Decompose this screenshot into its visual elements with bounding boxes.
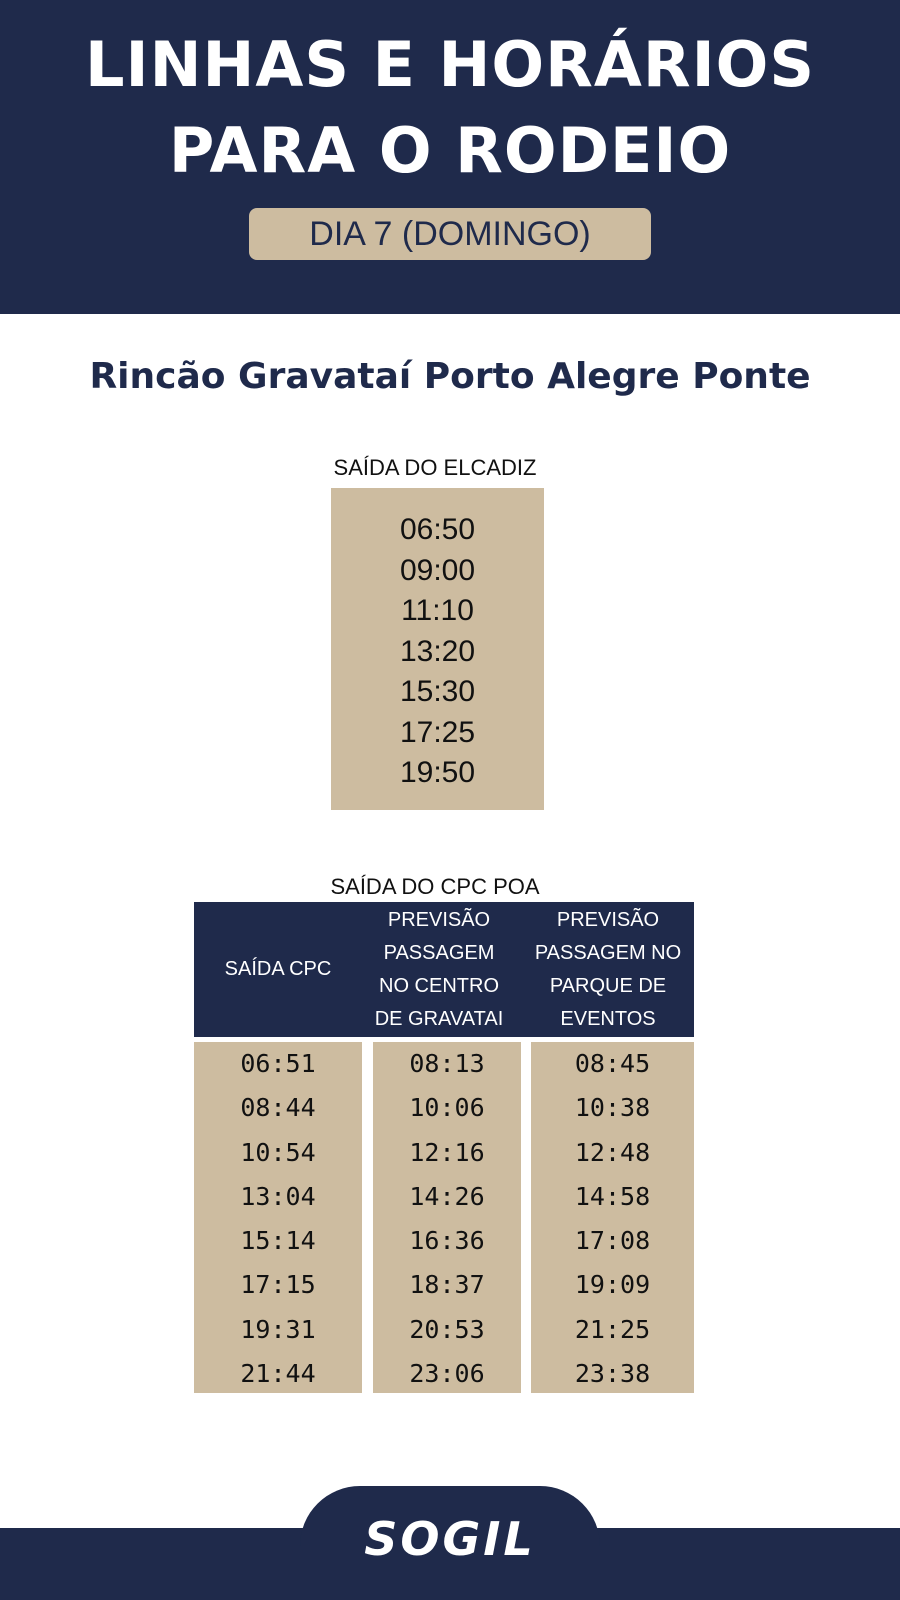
table-cell: 17:08 <box>574 1226 651 1256</box>
header-banner <box>0 0 900 314</box>
day-badge: DIA 7 (DOMINGO) <box>249 208 651 260</box>
table-cell: 06:51 <box>240 1049 316 1078</box>
page-title <box>0 22 900 194</box>
elcadiz-time: 06:50 <box>399 513 476 546</box>
title-line-2: PARA O RODEIO <box>168 114 732 187</box>
title-line-1: LINHAS E HORÁRIOS <box>85 28 815 101</box>
sogil-logo: SOGIL <box>364 1512 536 1566</box>
table-cell: 23:38 <box>574 1359 651 1389</box>
header-centro-gravatai: PREVISÃO PASSAGEM NO CENTRO DE GRAVATAI <box>374 908 504 1030</box>
elcadiz-time: 15:30 <box>399 675 476 708</box>
elcadiz-times-box <box>331 488 544 810</box>
elcadiz-time: 11:10 <box>401 594 474 627</box>
table-cell: 10:06 <box>409 1093 485 1123</box>
table-cell: 18:37 <box>409 1270 485 1300</box>
cpc-column-saida <box>194 1042 362 1393</box>
table-cell: 10:54 <box>240 1137 316 1167</box>
table-cell: 21:25 <box>574 1314 651 1344</box>
elcadiz-time: 19:50 <box>399 756 476 789</box>
cpc-column-parque <box>531 1042 694 1393</box>
header-saida-cpc: SAÍDA CPC <box>224 958 332 980</box>
route-title: Rincão Gravataí Porto Alegre Ponte <box>89 356 811 397</box>
table-cell: 14:26 <box>409 1181 485 1211</box>
table-cell: 08:44 <box>240 1093 316 1123</box>
table-cell: 08:13 <box>409 1049 485 1078</box>
cpc-column-centro <box>373 1042 521 1393</box>
elcadiz-label: SAÍDA DO ELCADIZ <box>333 455 537 480</box>
cpc-table-header <box>194 902 694 1037</box>
table-cell: 15:14 <box>240 1226 316 1256</box>
table-cell: 19:09 <box>574 1270 651 1300</box>
header-parque-eventos: PREVISÃO PASSAGEM NO PARQUE DE EVENTOS <box>534 908 682 1030</box>
table-cell: 16:36 <box>409 1226 485 1256</box>
table-cell: 17:15 <box>240 1270 316 1300</box>
cpc-label: SAÍDA DO CPC POA <box>330 874 540 899</box>
table-cell: 13:04 <box>240 1181 316 1211</box>
table-cell: 21:44 <box>240 1359 316 1389</box>
table-cell: 23:06 <box>409 1359 485 1389</box>
table-cell: 12:48 <box>574 1137 651 1167</box>
table-cell: 10:38 <box>574 1093 651 1123</box>
table-cell: 12:16 <box>409 1137 485 1167</box>
elcadiz-time: 09:00 <box>399 553 476 587</box>
table-cell: 19:31 <box>240 1314 316 1344</box>
elcadiz-time: 13:20 <box>399 634 476 668</box>
elcadiz-time: 17:25 <box>399 715 476 749</box>
table-cell: 08:45 <box>574 1049 651 1078</box>
table-cell: 20:53 <box>409 1314 485 1344</box>
table-cell: 14:58 <box>574 1181 651 1211</box>
